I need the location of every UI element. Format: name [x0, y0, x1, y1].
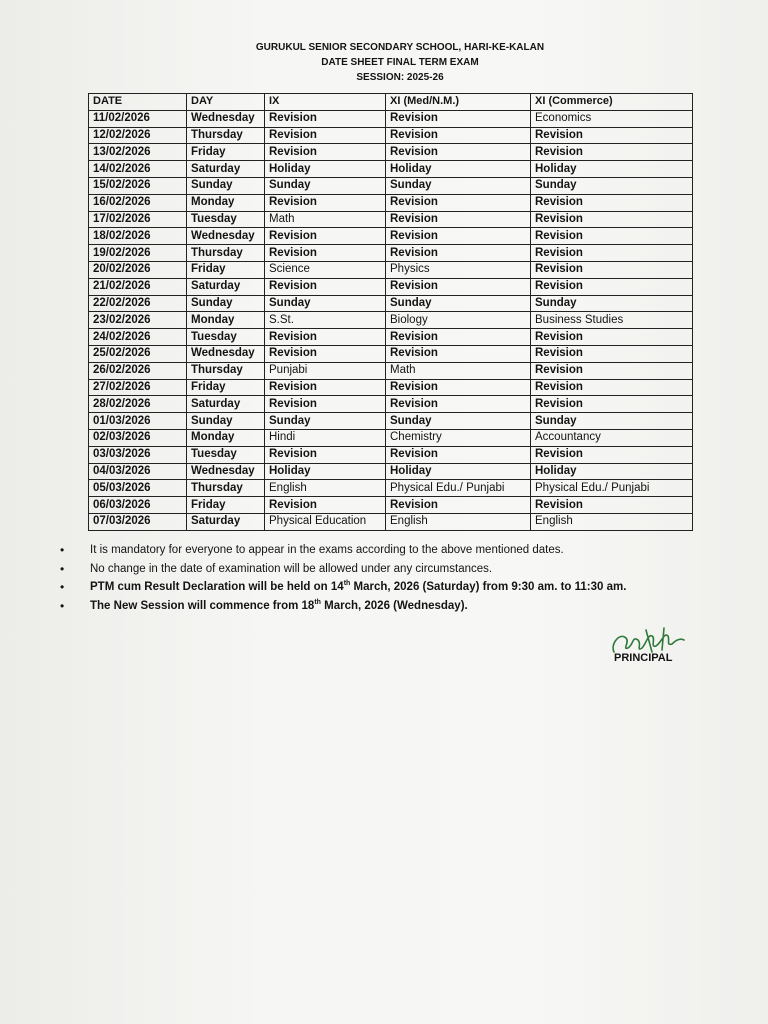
cell-day: Wednesday	[187, 110, 265, 127]
table-row	[89, 429, 693, 446]
cell-date: 14/02/2026	[89, 161, 187, 178]
principal-signature	[606, 622, 696, 672]
cell-xi-commerce: Revision	[531, 278, 693, 295]
table-row	[89, 446, 693, 463]
column-header-ix: IX	[265, 94, 386, 111]
table-header-row	[89, 94, 693, 111]
table-row	[89, 177, 693, 194]
cell-ix: S.St.	[265, 312, 386, 329]
table-row	[89, 194, 693, 211]
signature-label: PRINCIPAL	[614, 652, 673, 664]
cell-xi-commerce: Revision	[531, 245, 693, 262]
cell-day: Thursday	[187, 480, 265, 497]
cell-ix: Sunday	[265, 413, 386, 430]
note-text-part: PTM cum Result Declaration will be held on 14	[90, 581, 344, 593]
cell-ix: Revision	[265, 446, 386, 463]
cell-day: Sunday	[187, 177, 265, 194]
cell-xi-commerce: Revision	[531, 379, 693, 396]
cell-day: Saturday	[187, 161, 265, 178]
table-row	[89, 110, 693, 127]
cell-date: 18/02/2026	[89, 228, 187, 245]
cell-day: Saturday	[187, 513, 265, 530]
date-sheet-table	[88, 93, 693, 531]
note-superscript: th	[343, 580, 351, 588]
cell-day: Saturday	[187, 396, 265, 413]
cell-xi-med: Revision	[386, 396, 531, 413]
notes-list	[60, 542, 700, 616]
bullet-icon	[60, 579, 90, 598]
table-row	[89, 497, 693, 514]
cell-ix: Revision	[265, 228, 386, 245]
cell-day: Saturday	[187, 278, 265, 295]
cell-xi-commerce: Sunday	[531, 177, 693, 194]
cell-ix: Hindi	[265, 429, 386, 446]
cell-ix: Revision	[265, 497, 386, 514]
cell-day: Tuesday	[187, 329, 265, 346]
cell-xi-commerce: English	[531, 513, 693, 530]
note-item-new-session	[60, 598, 700, 617]
cell-xi-med: Revision	[386, 245, 531, 262]
table-row	[89, 312, 693, 329]
cell-xi-med: Revision	[386, 379, 531, 396]
cell-day: Thursday	[187, 245, 265, 262]
bullet-icon	[60, 542, 90, 561]
cell-ix: English	[265, 480, 386, 497]
cell-ix: Sunday	[265, 177, 386, 194]
note-text-part: The New Session will commence from 18	[90, 599, 315, 612]
note-text-part: March, 2026 (Wednesday).	[320, 599, 468, 612]
note-text: No change in the date of examination will be allowed under any circumstances.	[90, 562, 493, 575]
cell-day: Friday	[187, 379, 265, 396]
cell-day: Thursday	[187, 362, 265, 379]
table-row	[89, 513, 693, 530]
cell-day: Friday	[187, 497, 265, 514]
cell-day: Monday	[187, 429, 265, 446]
table-row	[89, 413, 693, 430]
cell-day: Tuesday	[187, 446, 265, 463]
note-text-part: March, 2026 (Saturday) from 9:30 am. to 11:30 am.	[350, 581, 627, 593]
cell-xi-commerce: Revision	[531, 211, 693, 228]
cell-date: 15/02/2026	[89, 177, 187, 194]
table-row	[89, 127, 693, 144]
cell-date: 04/03/2026	[89, 463, 187, 480]
cell-xi-commerce: Revision	[531, 396, 693, 413]
cell-date: 23/02/2026	[89, 312, 187, 329]
cell-day: Sunday	[187, 413, 265, 430]
cell-xi-commerce: Revision	[531, 345, 693, 362]
note-superscript: th	[314, 598, 321, 606]
cell-xi-commerce: Sunday	[531, 413, 693, 430]
cell-ix: Sunday	[265, 295, 386, 312]
cell-xi-commerce: Physical Edu./ Punjabi	[531, 480, 693, 497]
document-header	[240, 40, 560, 85]
cell-xi-commerce: Holiday	[531, 463, 693, 480]
cell-date: 22/02/2026	[89, 295, 187, 312]
cell-xi-commerce: Revision	[531, 446, 693, 463]
column-header-day: DAY	[187, 94, 265, 111]
cell-day: Monday	[187, 194, 265, 211]
table-row	[89, 144, 693, 161]
table-row	[89, 161, 693, 178]
cell-xi-commerce: Holiday	[531, 161, 693, 178]
column-header-date: DATE	[89, 94, 187, 111]
cell-date: 19/02/2026	[89, 245, 187, 262]
cell-date: 07/03/2026	[89, 513, 187, 530]
cell-xi-commerce: Revision	[531, 127, 693, 144]
table-row	[89, 480, 693, 497]
table-row	[89, 396, 693, 413]
cell-xi-commerce: Revision	[531, 194, 693, 211]
cell-xi-med: Holiday	[386, 161, 531, 178]
table-row	[89, 345, 693, 362]
cell-xi-med: Physical Edu./ Punjabi	[386, 480, 531, 497]
cell-ix: Revision	[265, 110, 386, 127]
cell-xi-med: Revision	[386, 194, 531, 211]
column-header-xi-med: XI (Med/N.M.)	[386, 94, 531, 111]
cell-date: 13/02/2026	[89, 144, 187, 161]
cell-date: 01/03/2026	[89, 413, 187, 430]
note-item-ptm	[60, 579, 700, 598]
cell-ix: Revision	[265, 278, 386, 295]
cell-xi-med: Revision	[386, 110, 531, 127]
table-body	[89, 110, 693, 530]
cell-day: Friday	[187, 144, 265, 161]
cell-ix: Revision	[265, 396, 386, 413]
cell-date: 28/02/2026	[89, 396, 187, 413]
cell-xi-med: Math	[386, 362, 531, 379]
cell-ix: Revision	[265, 329, 386, 346]
cell-xi-commerce: Revision	[531, 261, 693, 278]
cell-ix: Revision	[265, 379, 386, 396]
cell-ix: Revision	[265, 144, 386, 161]
cell-day: Tuesday	[187, 211, 265, 228]
cell-date: 20/02/2026	[89, 261, 187, 278]
cell-date: 12/02/2026	[89, 127, 187, 144]
cell-day: Friday	[187, 261, 265, 278]
school-name: GURUKUL SENIOR SECONDARY SCHOOL, HARI-KE-KALAN	[255, 42, 545, 53]
cell-xi-med: Sunday	[386, 177, 531, 194]
cell-day: Wednesday	[187, 345, 265, 362]
cell-xi-commerce: Revision	[531, 329, 693, 346]
cell-xi-commerce: Accountancy	[531, 429, 693, 446]
table-row	[89, 379, 693, 396]
cell-xi-med: Revision	[386, 278, 531, 295]
cell-ix: Revision	[265, 345, 386, 362]
cell-day: Wednesday	[187, 463, 265, 480]
cell-xi-med: Revision	[386, 144, 531, 161]
cell-xi-med: Revision	[386, 345, 531, 362]
cell-xi-commerce: Economics	[531, 110, 693, 127]
cell-xi-med: Sunday	[386, 413, 531, 430]
table-row	[89, 463, 693, 480]
cell-date: 05/03/2026	[89, 480, 187, 497]
cell-ix: Revision	[265, 127, 386, 144]
cell-xi-med: Chemistry	[386, 429, 531, 446]
sheet-title: DATE SHEET FINAL TERM EXAM	[321, 57, 479, 68]
cell-day: Thursday	[187, 127, 265, 144]
session-label: SESSION: 2025-26	[356, 72, 444, 83]
cell-xi-commerce: Sunday	[531, 295, 693, 312]
cell-ix: Holiday	[265, 463, 386, 480]
cell-xi-commerce: Revision	[531, 362, 693, 379]
cell-date: 17/02/2026	[89, 211, 187, 228]
cell-xi-med: Revision	[386, 228, 531, 245]
cell-date: 03/03/2026	[89, 446, 187, 463]
cell-xi-med: Revision	[386, 127, 531, 144]
cell-xi-med: Revision	[386, 497, 531, 514]
cell-xi-commerce: Business Studies	[531, 312, 693, 329]
cell-xi-med: Holiday	[386, 463, 531, 480]
cell-xi-commerce: Revision	[531, 228, 693, 245]
cell-date: 06/03/2026	[89, 497, 187, 514]
cell-ix: Physical Education	[265, 513, 386, 530]
cell-date: 02/03/2026	[89, 429, 187, 446]
table-row	[89, 228, 693, 245]
bullet-icon	[60, 561, 90, 580]
cell-ix: Math	[265, 211, 386, 228]
cell-xi-med: Revision	[386, 329, 531, 346]
cell-xi-commerce: Revision	[531, 497, 693, 514]
note-text	[90, 579, 626, 597]
table-row	[89, 245, 693, 262]
cell-date: 11/02/2026	[89, 110, 187, 127]
table-row	[89, 295, 693, 312]
cell-ix: Punjabi	[265, 362, 386, 379]
cell-day: Sunday	[187, 295, 265, 312]
cell-ix: Holiday	[265, 161, 386, 178]
note-text: It is mandatory for everyone to appear in the exams according to the above mentioned dates.	[90, 544, 564, 556]
note-text	[90, 598, 468, 616]
cell-date: 25/02/2026	[89, 345, 187, 362]
cell-xi-med: Biology	[386, 312, 531, 329]
table-row	[89, 278, 693, 295]
table-row	[89, 329, 693, 346]
table-row	[89, 362, 693, 379]
cell-xi-commerce: Revision	[531, 144, 693, 161]
cell-xi-med: Sunday	[386, 295, 531, 312]
note-item	[60, 542, 700, 561]
cell-day: Monday	[187, 312, 265, 329]
cell-xi-med: Physics	[386, 261, 531, 278]
cell-ix: Revision	[265, 194, 386, 211]
cell-ix: Revision	[265, 245, 386, 262]
cell-xi-med: English	[386, 513, 531, 530]
cell-date: 26/02/2026	[89, 362, 187, 379]
cell-ix: Science	[265, 261, 386, 278]
cell-date: 16/02/2026	[89, 194, 187, 211]
bullet-icon	[60, 598, 90, 617]
cell-xi-med: Revision	[386, 211, 531, 228]
note-item	[60, 561, 700, 580]
cell-date: 27/02/2026	[89, 379, 187, 396]
cell-date: 21/02/2026	[89, 278, 187, 295]
cell-day: Wednesday	[187, 228, 265, 245]
cell-date: 24/02/2026	[89, 329, 187, 346]
table-row	[89, 211, 693, 228]
cell-xi-med: Revision	[386, 446, 531, 463]
table-row	[89, 261, 693, 278]
column-header-xi-commerce: XI (Commerce)	[531, 94, 693, 111]
